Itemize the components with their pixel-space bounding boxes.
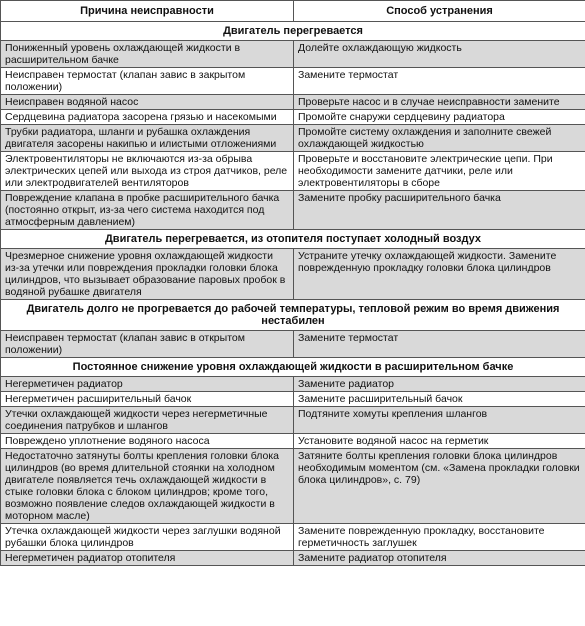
cause-cell: Повреждено уплотнение водяного насоса [1, 434, 294, 449]
table-row [1, 449, 585, 524]
remedy-cell: Затяните болты крепления головки блока цилиндров необходимым моментом (см. «Замена прокладки головки блока цилиндров», с. 79) [294, 449, 585, 524]
cause-cell: Трубки радиатора, шланги и рубашка охлаждения двигателя засорены накипью и илистыми отложениями [1, 125, 294, 152]
cause-cell: Неисправен термостат (клапан завис в закрытом положении) [1, 68, 294, 95]
remedy-cell: Промойте систему охлаждения и заполните свежей охлаждающей жидкостью [294, 125, 585, 152]
table-row [1, 551, 585, 566]
cause-cell: Недостаточно затянуты болты крепления головки блока цилиндров (во время длительной стоянки на холодном двигателе появляется течь охлаждающей жидкости в стыке головки блока с блоком цилиндров; кроме того, возможно появление следов охлаждающей жидкости в моторном масле) [1, 449, 294, 524]
table-row [1, 41, 585, 68]
remedy-cell: Промойте снаружи сердцевину радиатора [294, 110, 585, 125]
table-row [1, 125, 585, 152]
section-row [1, 230, 585, 249]
remedy-cell: Проверьте насос и в случае неисправности замените [294, 95, 585, 110]
table-row [1, 68, 585, 95]
table-row [1, 392, 585, 407]
cause-cell: Электровентиляторы не включаются из-за обрыва электрических цепей или выхода из строя датчиков, реле или электродвигателей вентиляторов [1, 152, 294, 191]
cause-cell: Сердцевина радиатора засорена грязью и насекомыми [1, 110, 294, 125]
table-row [1, 331, 585, 358]
cause-cell: Неисправен водяной насос [1, 95, 294, 110]
table-row [1, 191, 585, 230]
table-row [1, 407, 585, 434]
cause-cell: Неисправен термостат (клапан завис в открытом положении) [1, 331, 294, 358]
table-row [1, 249, 585, 300]
remedy-cell: Долейте охлаждающую жидкость [294, 41, 585, 68]
cause-cell: Пониженный уровень охлаждающей жидкости в расширительном бачке [1, 41, 294, 68]
table-header-row [1, 1, 585, 22]
cause-cell: Чрезмерное снижение уровня охлаждающей жидкости из-за утечки или повреждения прокладки головки блока цилиндров, что вызывает образование паровых пробок в водяной рубашке двигателя [1, 249, 294, 300]
cause-cell: Негерметичен радиатор [1, 377, 294, 392]
cause-cell: Негерметичен радиатор отопителя [1, 551, 294, 566]
remedy-cell: Проверьте и восстановите электрические цепи. При необходимости замените датчики, реле или электровентиляторы в сборе [294, 152, 585, 191]
table-row [1, 152, 585, 191]
cause-cell: Повреждение клапана в пробке расширительного бачка (постоянно открыт, из-за чего система находится под атмосферным давлением) [1, 191, 294, 230]
header-cause: Причина неисправности [1, 1, 294, 22]
cause-cell: Утечки охлаждающей жидкости через негерметичные соединения патрубков и шлангов [1, 407, 294, 434]
remedy-cell: Устраните утечку охлаждающей жидкости. Замените поврежденную прокладку головки блока цилиндров [294, 249, 585, 300]
header-remedy: Способ устранения [294, 1, 585, 22]
remedy-cell: Замените радиатор [294, 377, 585, 392]
remedy-cell: Замените пробку расширительного бачка [294, 191, 585, 230]
remedy-cell: Замените радиатор отопителя [294, 551, 585, 566]
section-title: Двигатель перегревается [1, 22, 585, 41]
section-row [1, 22, 585, 41]
remedy-cell: Замените термостат [294, 331, 585, 358]
table-row [1, 95, 585, 110]
remedy-cell: Замените расширительный бачок [294, 392, 585, 407]
remedy-cell: Замените термостат [294, 68, 585, 95]
table-row [1, 524, 585, 551]
table-body [1, 22, 585, 566]
remedy-cell: Установите водяной насос на герметик [294, 434, 585, 449]
section-title: Двигатель перегревается, из отопителя поступает холодный воздух [1, 230, 585, 249]
cause-cell: Утечка охлаждающей жидкости через заглушки водяной рубашки блока цилиндров [1, 524, 294, 551]
table-row [1, 110, 585, 125]
section-title: Двигатель долго не прогревается до рабочей температуры, тепловой режим во время движения нестабилен [1, 300, 585, 331]
section-title: Постоянное снижение уровня охлаждающей жидкости в расширительном бачке [1, 358, 585, 377]
cause-cell: Негерметичен расширительный бачок [1, 392, 294, 407]
table-row [1, 377, 585, 392]
section-row [1, 358, 585, 377]
table-row [1, 434, 585, 449]
remedy-cell: Замените поврежденную прокладку, восстановите герметичность заглушек [294, 524, 585, 551]
section-row [1, 300, 585, 331]
remedy-cell: Подтяните хомуты крепления шлангов [294, 407, 585, 434]
